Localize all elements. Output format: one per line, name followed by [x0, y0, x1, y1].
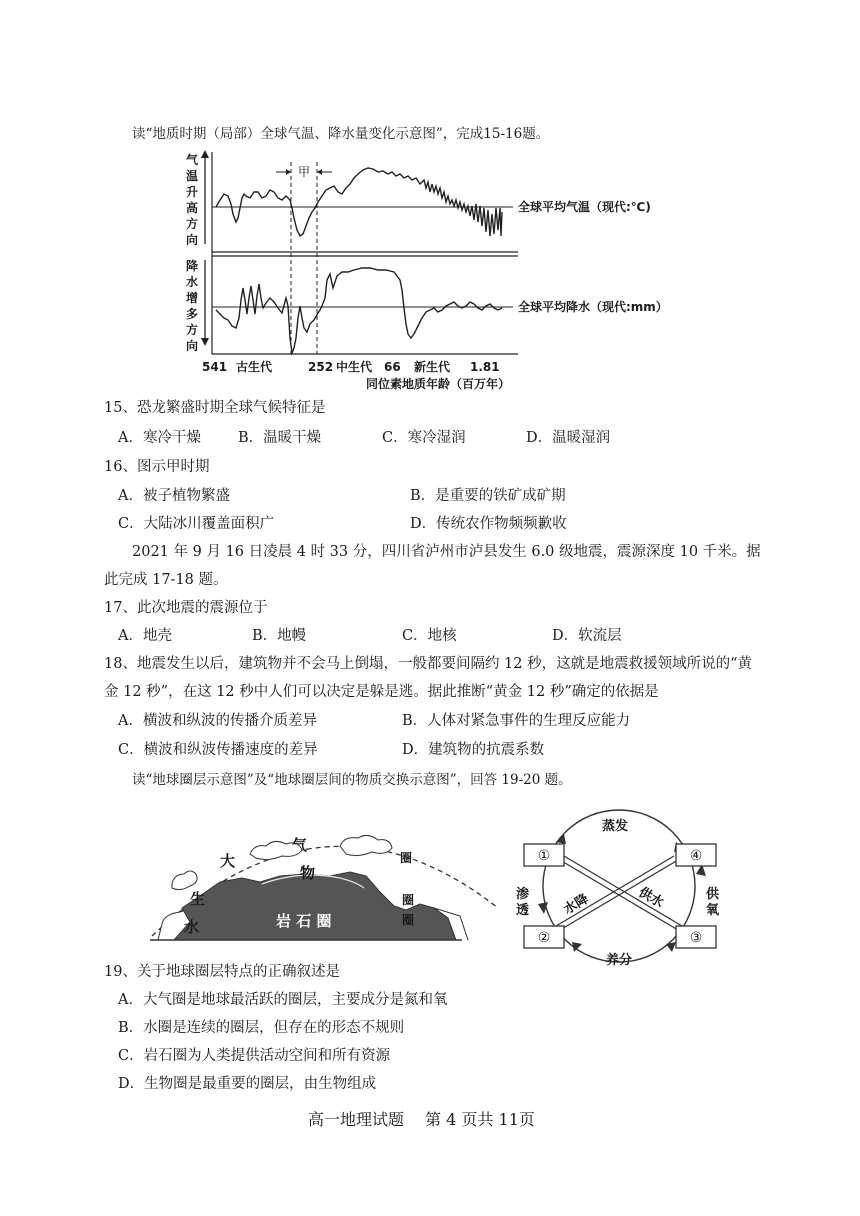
- jia-label: 甲: [298, 165, 311, 179]
- temp-axis-char: 方: [186, 217, 199, 231]
- precip-axis-char: 向: [186, 339, 199, 353]
- q16-option-a[interactable]: A．被子植物繁盛: [118, 488, 230, 504]
- era-label-paleozoic: 古生代: [236, 360, 273, 374]
- q19-option-d[interactable]: D．生物圈是最重要的圈层，由生物组成: [118, 1076, 377, 1092]
- layer-label-quan1: 圈: [400, 851, 413, 865]
- temp-axis-char: 气: [186, 153, 199, 167]
- x-axis-title: 同位素地质年龄（百万年）: [366, 377, 511, 391]
- layer-label-sheng: 生: [190, 890, 206, 908]
- tick-label-252: 252: [308, 360, 334, 374]
- box-label-1: ①: [537, 848, 551, 864]
- layer-label-qi: 气: [292, 836, 308, 854]
- earth-layers-diagram: [150, 812, 500, 946]
- q18-option-a[interactable]: A．横波和纵波的传播介质差异: [118, 713, 317, 729]
- q17-option-d[interactable]: D．软流层: [552, 628, 622, 644]
- precip-axis-char: 降: [186, 259, 199, 273]
- temp-axis-char: 升: [186, 185, 199, 199]
- q15-option-a[interactable]: A．寒冷干燥: [118, 430, 201, 446]
- precip-axis-char: 方: [186, 323, 199, 337]
- temp-reference-label: 全球平均气温（现代:℃): [518, 200, 651, 214]
- temp-axis-char: 高: [186, 201, 199, 215]
- climate-chart-figure: [180, 148, 668, 394]
- q18-stem-line2: 金 12 秒”，在这 12 秒中人们可以决定是躲是逃。据此推断“黄金 12 秒”确定的依据是: [104, 684, 659, 700]
- q17-option-a[interactable]: A．地壳: [118, 628, 172, 644]
- layer-label-shui: 水: [184, 918, 200, 936]
- intro-q19-20: 读“地球圈层示意图”及“地球圈层间的物质交换示意图”，回答 19-20 题。: [132, 772, 572, 788]
- intro-q17-18-line2: 此完成 17-18 题。: [104, 572, 228, 588]
- exchange-label-water-supply: 供水: [635, 884, 666, 911]
- layer-label-da: 大: [220, 852, 236, 870]
- exchange-label-seep-1: 渗: [516, 887, 530, 902]
- q18-option-d[interactable]: D．建筑物的抗震系数: [402, 742, 545, 758]
- precip-axis-label: [186, 258, 198, 353]
- layer-label-rock: 岩 石 圈: [276, 912, 332, 930]
- q16-option-c[interactable]: C．大陆冰川覆盖面积广: [118, 516, 275, 532]
- layer-label-quan3: 圈: [402, 913, 415, 927]
- q15-option-d[interactable]: D．温暖湿润: [526, 430, 611, 446]
- box-label-3: ③: [689, 930, 703, 946]
- temp-axis-char: 温: [186, 169, 199, 183]
- q17-option-c[interactable]: C．地核: [402, 628, 457, 644]
- q16-stem: 16、图示甲时期: [104, 459, 210, 475]
- exchange-label-nutrients: 养分: [606, 953, 633, 968]
- era-label-cenozoic: 新生代: [414, 360, 451, 374]
- layer-label-wu: 物: [300, 864, 316, 882]
- precip-axis-char: 水: [186, 275, 199, 289]
- q16-option-b[interactable]: B．是重要的铁矿成矿期: [410, 488, 566, 504]
- box-label-2: ②: [537, 930, 551, 946]
- tick-label-66: 66: [384, 360, 401, 374]
- q15-stem: 15、恐龙繁盛时期全球气候特征是: [104, 400, 326, 416]
- precip-axis-char: 增: [186, 291, 199, 305]
- exchange-label-evaporation: 蒸发: [602, 819, 629, 834]
- cloud-shape: [172, 871, 197, 890]
- cloud-shape: [340, 835, 392, 855]
- intro-q17-18-line1: 2021 年 9 月 16 日凌晨 4 时 33 分，四川省泸州市泸县发生 6.0 级地震，震源深度 10 千米。据: [132, 544, 761, 560]
- temp-axis-char: 向: [186, 233, 199, 247]
- q19-stem: 19、关于地球圈层特点的正确叙述是: [104, 964, 340, 980]
- q15-option-c[interactable]: C．寒冷湿润: [382, 430, 466, 446]
- q19-option-b[interactable]: B．水圈是连续的圈层，但存在的形态不规则: [118, 1020, 405, 1036]
- box-label-4: ④: [689, 848, 703, 864]
- q19-option-c[interactable]: C．岩石圈为人类提供活动空间和所有资源: [118, 1048, 391, 1064]
- q18-option-b[interactable]: B．人体对紧急事件的生理反应能力: [402, 713, 631, 729]
- precip-reference-label: 全球平均降水（现代:mm）: [518, 300, 668, 314]
- exchange-label-precip: 水降: [561, 891, 592, 918]
- era-label-mesozoic: 中生代: [336, 360, 373, 374]
- intro-q15-16: 读“地质时期（局部）全球气温、降水量变化示意图”，完成15-16题。: [132, 126, 550, 142]
- tick-label-541: 541: [202, 360, 228, 374]
- temperature-curve: [216, 168, 502, 236]
- material-exchange-diagram: [516, 802, 726, 968]
- exchange-label-seep-2: 透: [516, 903, 530, 918]
- q15-option-b[interactable]: B．温暖干燥: [238, 430, 322, 446]
- q19-option-a[interactable]: A．大气圈是地球最活跃的圈层，主要成分是氮和氧: [118, 992, 448, 1008]
- tick-label-1-81: 1.81: [470, 360, 500, 374]
- precipitation-curve: [216, 268, 502, 353]
- exchange-label-oxygen-2: 氧: [706, 903, 720, 918]
- q18-option-c[interactable]: C．横波和纵波传播速度的差异: [118, 742, 318, 758]
- q17-option-b[interactable]: B．地幔: [252, 628, 307, 644]
- temp-axis-label: [186, 152, 199, 247]
- q17-stem: 17、此次地震的震源位于: [104, 600, 268, 616]
- q18-stem-line1: 18、地震发生以后，建筑物并不会马上倒塌，一般都要间隔约 12 秒，这就是地震救援领域所说的“黄: [104, 656, 753, 672]
- layer-label-quan2: 圈: [402, 893, 415, 907]
- exchange-label-oxygen-1: 供: [706, 887, 720, 902]
- q16-option-d[interactable]: D．传统农作物频频歉收: [410, 516, 567, 532]
- page-footer: 高一地理试题 第 4 页共 11页: [308, 1110, 535, 1129]
- precip-axis-char: 多: [186, 307, 199, 321]
